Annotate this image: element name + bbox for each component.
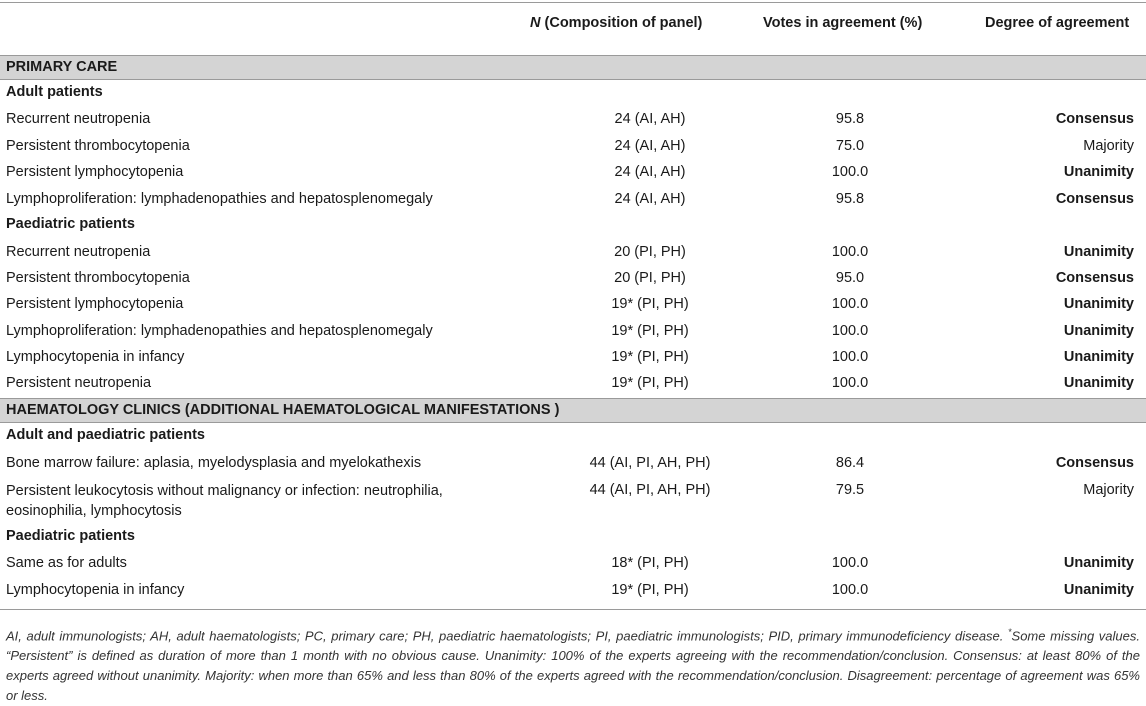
row-n: 20 (PI, PH) [614,270,686,286]
row-degree: Unanimity [1063,375,1134,391]
header-degree: Degree of agreement [985,15,1130,31]
subheading-adult-and-paediatric-patients: Adult and paediatric patients [6,427,205,443]
row-degree: Unanimity [1063,555,1134,571]
row-label: Persistent lymphocytopenia [6,164,184,180]
row-degree: Consensus [1055,270,1134,286]
row-votes: 100.0 [831,349,869,365]
row-n: 24 (AI, AH) [614,191,686,207]
row-n: 19* (PI, PH) [611,349,689,365]
row-label: Persistent lymphocytopenia [6,296,184,312]
row-n: 24 (AI, AH) [614,138,686,154]
row-label: Recurrent neutropenia [6,244,151,260]
subheading-paediatric-patients: Paediatric patients [6,216,135,232]
row-degree: Unanimity [1063,349,1134,365]
row-n: 24 (AI, AH) [614,111,686,127]
row-n: 18* (PI, PH) [611,555,689,571]
row-label: Persistent thrombocytopenia [6,138,190,154]
row-label: Lymphoproliferation: lymphadenopathies and hepatosplenomegaly [6,323,433,339]
row-votes: 75.0 [835,138,865,154]
section-primary-care [0,55,1146,80]
row-degree: Consensus [1055,111,1134,127]
row-label: Persistent neutropenia [6,375,152,391]
row-votes: 100.0 [831,296,869,312]
row-label: Lymphoproliferation: lymphadenopathies and hepatosplenomegaly [6,191,433,207]
row-degree: Consensus [1055,455,1134,471]
row-n: 19* (PI, PH) [611,323,689,339]
row-n: 19* (PI, PH) [611,375,689,391]
row-votes: 100.0 [831,582,869,598]
row-votes: 95.8 [835,191,865,207]
section-haematology-clinics [0,398,1146,423]
row-label: Lymphocytopenia in infancy [6,349,185,365]
header-votes: Votes in agreement (%) [763,15,923,31]
row-label: Lymphocytopenia in infancy [6,582,185,598]
row-n: 19* (PI, PH) [611,582,689,598]
subheading-adult-patients: Adult patients [6,84,103,100]
row-votes: 100.0 [831,323,869,339]
row-votes: 79.5 [835,482,865,498]
row-degree: Unanimity [1063,296,1134,312]
row-degree: Majority [1083,138,1134,154]
row-label: Persistent thrombocytopenia [6,270,190,286]
row-degree: Consensus [1055,191,1134,207]
row-votes: 95.0 [835,270,865,286]
row-n: 19* (PI, PH) [611,296,689,312]
table-bottom-rule [0,609,1146,610]
row-label: Same as for adults [6,555,127,571]
subheading-paediatric-patients-2: Paediatric patients [6,528,135,544]
row-n: 24 (AI, AH) [614,164,686,180]
row-degree: Unanimity [1063,323,1134,339]
row-n: 44 (AI, PI, AH, PH) [589,482,711,498]
header-n: N (Composition of panel) [530,15,703,31]
row-degree: Unanimity [1063,164,1134,180]
row-votes: 100.0 [831,164,869,180]
row-votes: 100.0 [831,244,869,260]
row-votes: 86.4 [835,455,865,471]
row-degree: Majority [1083,482,1134,498]
section-label: PRIMARY CARE [6,59,118,75]
row-label: Bone marrow failure: aplasia, myelodysplasia and myelokathexis [6,455,422,471]
row-votes: 100.0 [831,375,869,391]
table-footnote: AI, adult immunologists; AH, adult haematologists; PC, primary care; PH, paediatric haematologists; PI, paediatric immunologists; PID, primary immunodeficiency disease. *Some missing values. “Persistent” is defined as duration of more than 1 month with no obvious cause. Unanimity: 100% of the experts agreeing with the recommendation/conclusion. Consensus: at least 80% of the experts agreed without unanimity. Majority: when more than 65% and less than 80% of the experts agreed with the recommendation/conclusion. Disagreement: percentage of agreement was 65% or less. [6,627,1140,704]
row-votes: 95.8 [835,111,865,127]
table-top-rule [0,2,1146,3]
row-n: 44 (AI, PI, AH, PH) [589,455,711,471]
section-label: HAEMATOLOGY CLINICS (ADDITIONAL HAEMATOLOGICAL MANIFESTATIONS ) [6,402,560,418]
row-label: Recurrent neutropenia [6,111,151,127]
row-n: 20 (PI, PH) [614,244,686,260]
row-degree: Unanimity [1063,244,1134,260]
row-label: Persistent leukocytosis without malignancy or infection: neutrophilia, eosinophilia, lymphocytosis [6,483,443,519]
row-degree: Unanimity [1063,582,1134,598]
row-votes: 100.0 [831,555,869,571]
